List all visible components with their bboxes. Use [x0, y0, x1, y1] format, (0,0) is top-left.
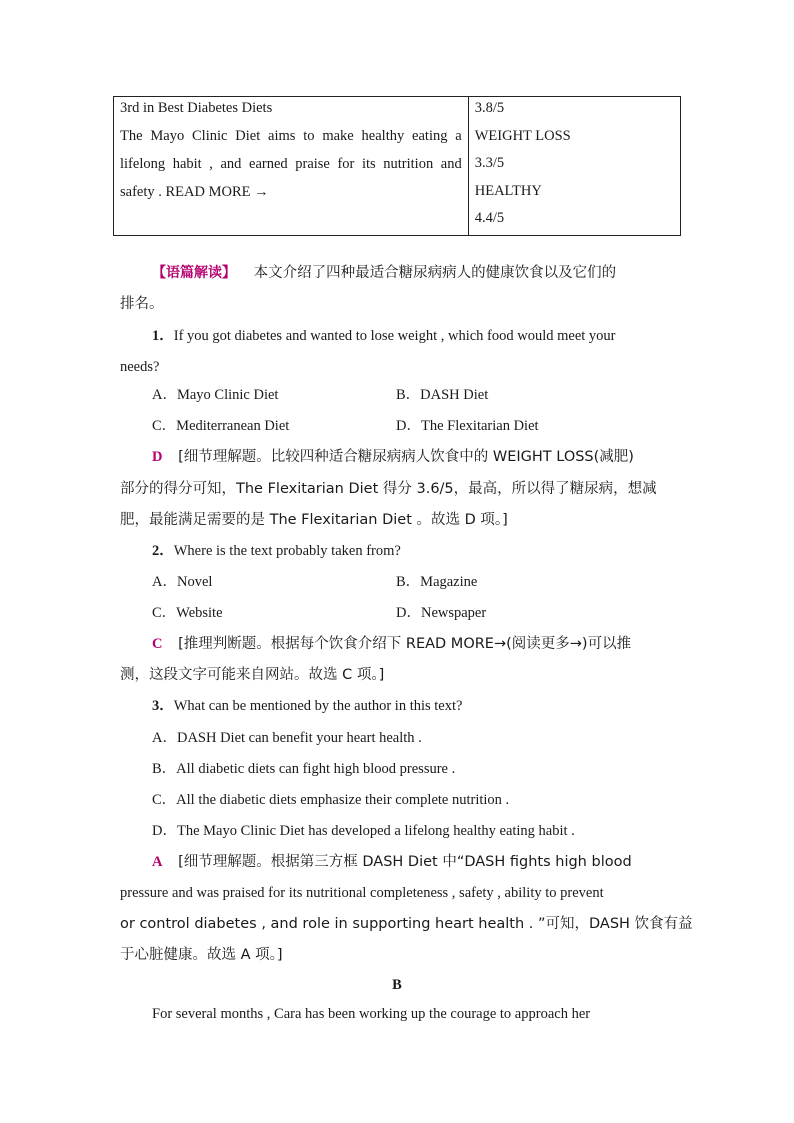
option-b[interactable]: B．All diabetic diets can fight high blood pressure .	[152, 761, 456, 777]
option-d[interactable]: D．Newspaper	[396, 605, 487, 621]
section-heading: B	[392, 977, 402, 993]
summary-tag: 【语篇解读】	[152, 265, 236, 281]
question-2	[152, 541, 673, 561]
option-c[interactable]: C．Website	[152, 605, 223, 621]
option-b[interactable]: B．Magazine	[396, 574, 478, 590]
option-a[interactable]: A．Mayo Clinic Diet	[152, 387, 279, 403]
answer-letter: A	[152, 854, 163, 870]
question-text: What can be mentioned by the author in this text?	[173, 698, 463, 714]
option-c[interactable]: C．All the diabetic diets emphasize their complete nutrition .	[152, 792, 510, 808]
explanation-text: 测，这段文字可能来自网站。故选 C 项。]	[120, 667, 385, 683]
answer-explanation	[152, 634, 673, 654]
diet-rank-text: 3rd in Best Diabetes Diets	[120, 100, 273, 116]
question-text: Where is the text probably taken from?	[173, 543, 401, 559]
read-more-link[interactable]: safety . READ MORE →	[120, 184, 269, 200]
passage-text: For several months , Cara has been working up the courage to approach her	[152, 1006, 591, 1022]
explanation-text: pressure and was praised for its nutritional completeness , safety , ability to prevent	[120, 885, 604, 901]
option-d[interactable]: D．The Flexitarian Diet	[396, 418, 539, 434]
option-a[interactable]: A．DASH Diet can benefit your heart health .	[152, 730, 422, 746]
question-number: 2．	[152, 543, 174, 559]
option-d[interactable]: D．The Mayo Clinic Diet has developed a lifelong healthy eating habit .	[152, 823, 575, 839]
explanation-text: 于心脏健康。故选 A 项。]	[120, 947, 283, 963]
diet-description-line: The Mayo Clinic Diet aims to make healthy eating a	[120, 128, 462, 144]
option-a[interactable]: A．Novel	[152, 574, 213, 590]
explanation-text: 肥，最能满足需要的是 The Flexitarian Diet 。故选 D 项。]	[120, 512, 508, 528]
summary-text-cont: 排名。	[120, 296, 164, 312]
weight-loss-score: 3.3/5	[474, 155, 505, 171]
option-c[interactable]: C．Mediterranean Diet	[152, 418, 290, 434]
overall-score: 3.8/5	[474, 100, 505, 116]
explanation-text: or control diabetes , and role in supporting heart health . ”可知，DASH 饮食有益	[120, 916, 693, 932]
answer-letter: C	[152, 636, 163, 652]
score-label: HEALTHY	[474, 182, 542, 199]
answer-letter: D	[152, 449, 163, 465]
option-b[interactable]: B．DASH Diet	[396, 387, 489, 403]
diet-description-line: lifelong habit , and earned praise for its nutrition and	[120, 156, 462, 172]
question-1	[152, 326, 673, 346]
question-text-cont: needs?	[120, 359, 160, 375]
answer-explanation	[152, 447, 673, 467]
explanation-text: [细节理解题。根据第三方框 DASH Diet 中“DASH fights high blood	[178, 854, 632, 870]
question-number: 1．	[152, 328, 174, 344]
diet-score-cell	[468, 97, 680, 236]
score-label: WEIGHT LOSS	[474, 127, 571, 144]
question-3	[152, 696, 673, 716]
answer-explanation	[152, 852, 673, 872]
explanation-text: [细节理解题。比较四种适合糖尿病病人饮食中的 WEIGHT LOSS(减肥)	[178, 449, 634, 465]
summary-text: 本文介绍了四种最适合糖尿病病人的健康饮食以及它们的	[253, 265, 617, 281]
explanation-text: 部分的得分可知，The Flexitarian Diet 得分 3.6/5，最高，所以得了糖尿病，想减	[120, 481, 657, 497]
diet-description-cell	[114, 97, 469, 236]
healthy-score: 4.4/5	[474, 210, 505, 226]
explanation-text: [推理判断题。根据每个饮食介绍下 READ MORE→(阅读更多→)可以推	[178, 636, 632, 652]
question-text: If you got diabetes and wanted to lose weight , which food would meet your	[173, 328, 616, 344]
summary-paragraph	[152, 263, 673, 283]
question-number: 3．	[152, 698, 174, 714]
diet-info-table	[113, 96, 681, 236]
